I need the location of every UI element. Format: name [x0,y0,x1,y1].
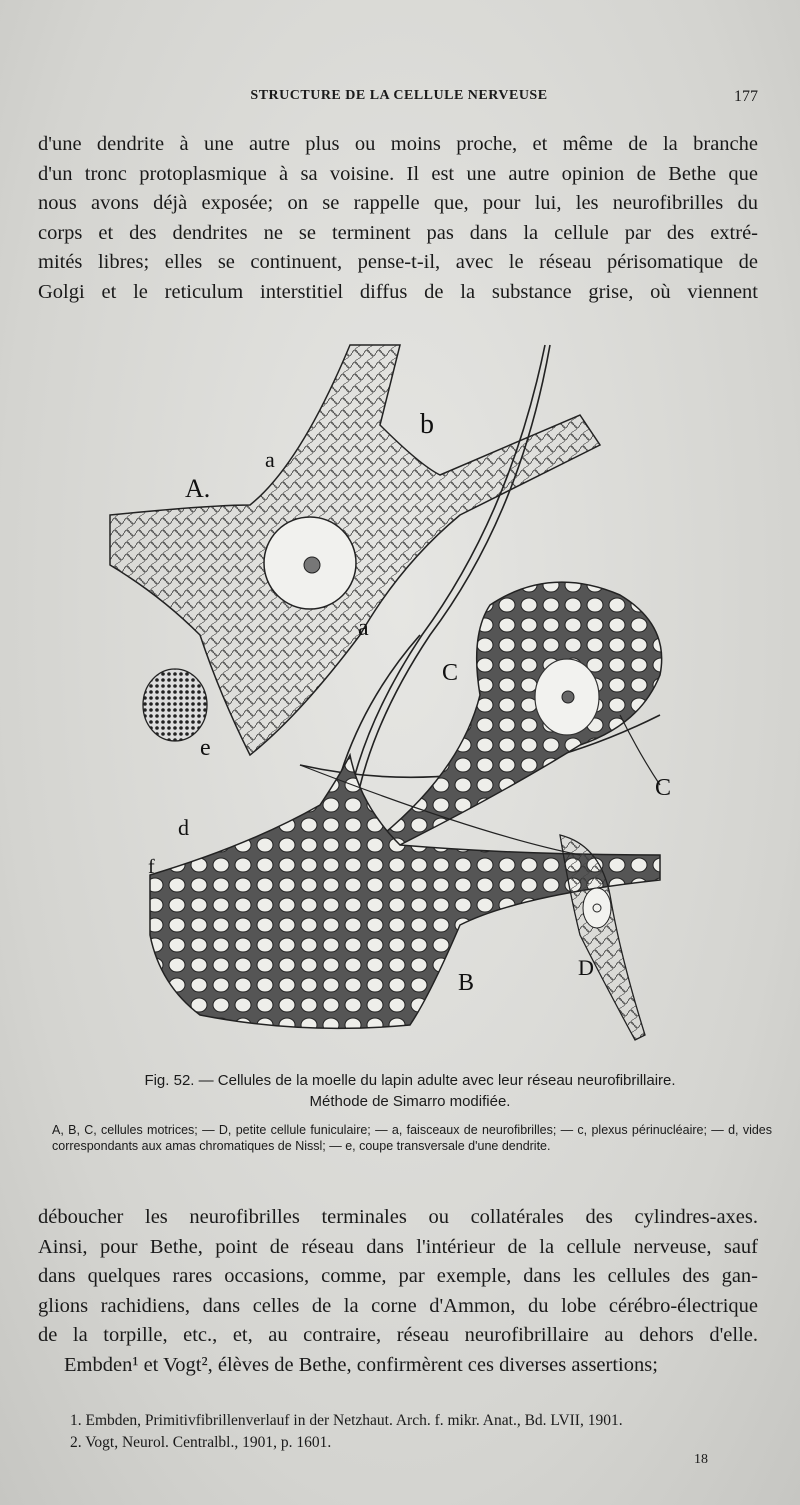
text-line: déboucher les neurofibrilles terminales ou collatérales des cylindres-axes. [38,1206,758,1228]
caption-line: Méthode de Simarro modifiée. [309,1093,511,1110]
running-head-title: STRUCTURE DE LA CELLULE NERVEUSE [250,88,548,103]
figure-52-illustration [100,335,700,1055]
caption-line: Fig. 52. — Cellules de la moelle du lapin adulte avec leur réseau neurofibrillaire. [144,1072,676,1089]
text-line: corps et des dendrites ne se terminent pas dans la cellule par des extré- [38,221,758,244]
figure-caption [60,1070,760,1112]
text-line: d'une dendrite à une autre plus ou moins proche, et même de la branche [38,133,758,155]
text-line: nous avons déjà exposée; on se rappelle que, pour lui, les neurofibrilles du [38,192,758,214]
label-a-lower: a [358,615,369,641]
signature-mark: 18 [694,1452,708,1467]
text-line: d'un tronc protoplasmique à sa voisine. Il est une autre opinion de Bethe que [38,162,758,185]
text-line: de la torpille, etc., et, au contraire, réseau neurofibrillaire au dehors d'elle. [38,1324,758,1346]
footnote-2: 2. Vogt, Neurol. Centralbl., 1901, p. 1601. [70,1434,332,1451]
paragraph-bottom [38,1203,758,1380]
figure-legend: A, B, C, cellules motrices; — D, petite cellule funiculaire; — a, faisceaux de neurofibrilles; — c, plexus périnucléaire; — d, vides correspondants aux amas chromatiques de Nissl; — e, coupe transversale d'une dendrite. [52,1123,772,1153]
text-line: Embden¹ et Vogt², élèves de Bethe, confirmèrent ces diverses assertions; [64,1353,658,1376]
label-C-right: C [655,775,672,801]
label-a-upper: a [265,447,275,472]
paragraph-top [38,130,758,307]
text-line: Golgi et le reticulum interstitiel diffus de la substance grise, où viennent [38,280,758,303]
label-B: B [458,970,475,996]
neuron-drawing [100,335,700,1055]
cell-c [370,582,662,855]
label-b: b [420,409,434,440]
label-D: D [578,955,594,980]
label-e: e [200,735,211,761]
label-d: d [178,815,189,840]
label-C-left: C [442,660,459,686]
text-line: Ainsi, pour Bethe, point de réseau dans l'intérieur de la cellule nerveuse, sauf [38,1235,758,1258]
label-f: f [148,856,155,878]
text-line: mités libres; elles se continuent, pense-t-il, avec le réseau périsomatique de [38,251,758,273]
footnote-1: 1. Embden, Primitivfibrillenverlauf in der Netzhaut. Arch. f. mikr. Anat., Bd. LVII, 1901. [70,1412,623,1429]
page-number: 177 [734,88,758,105]
dendrite-cross-section [143,669,207,741]
text-line: glions rachidiens, dans celles de la corne d'Ammon, du lobe cérébro-électrique [38,1294,758,1317]
label-A: A. [185,474,211,503]
footnotes [70,1410,770,1454]
text-line: dans quelques rares occasions, comme, par exemple, dans les cellules des gan- [38,1265,758,1287]
running-head [40,88,758,112]
